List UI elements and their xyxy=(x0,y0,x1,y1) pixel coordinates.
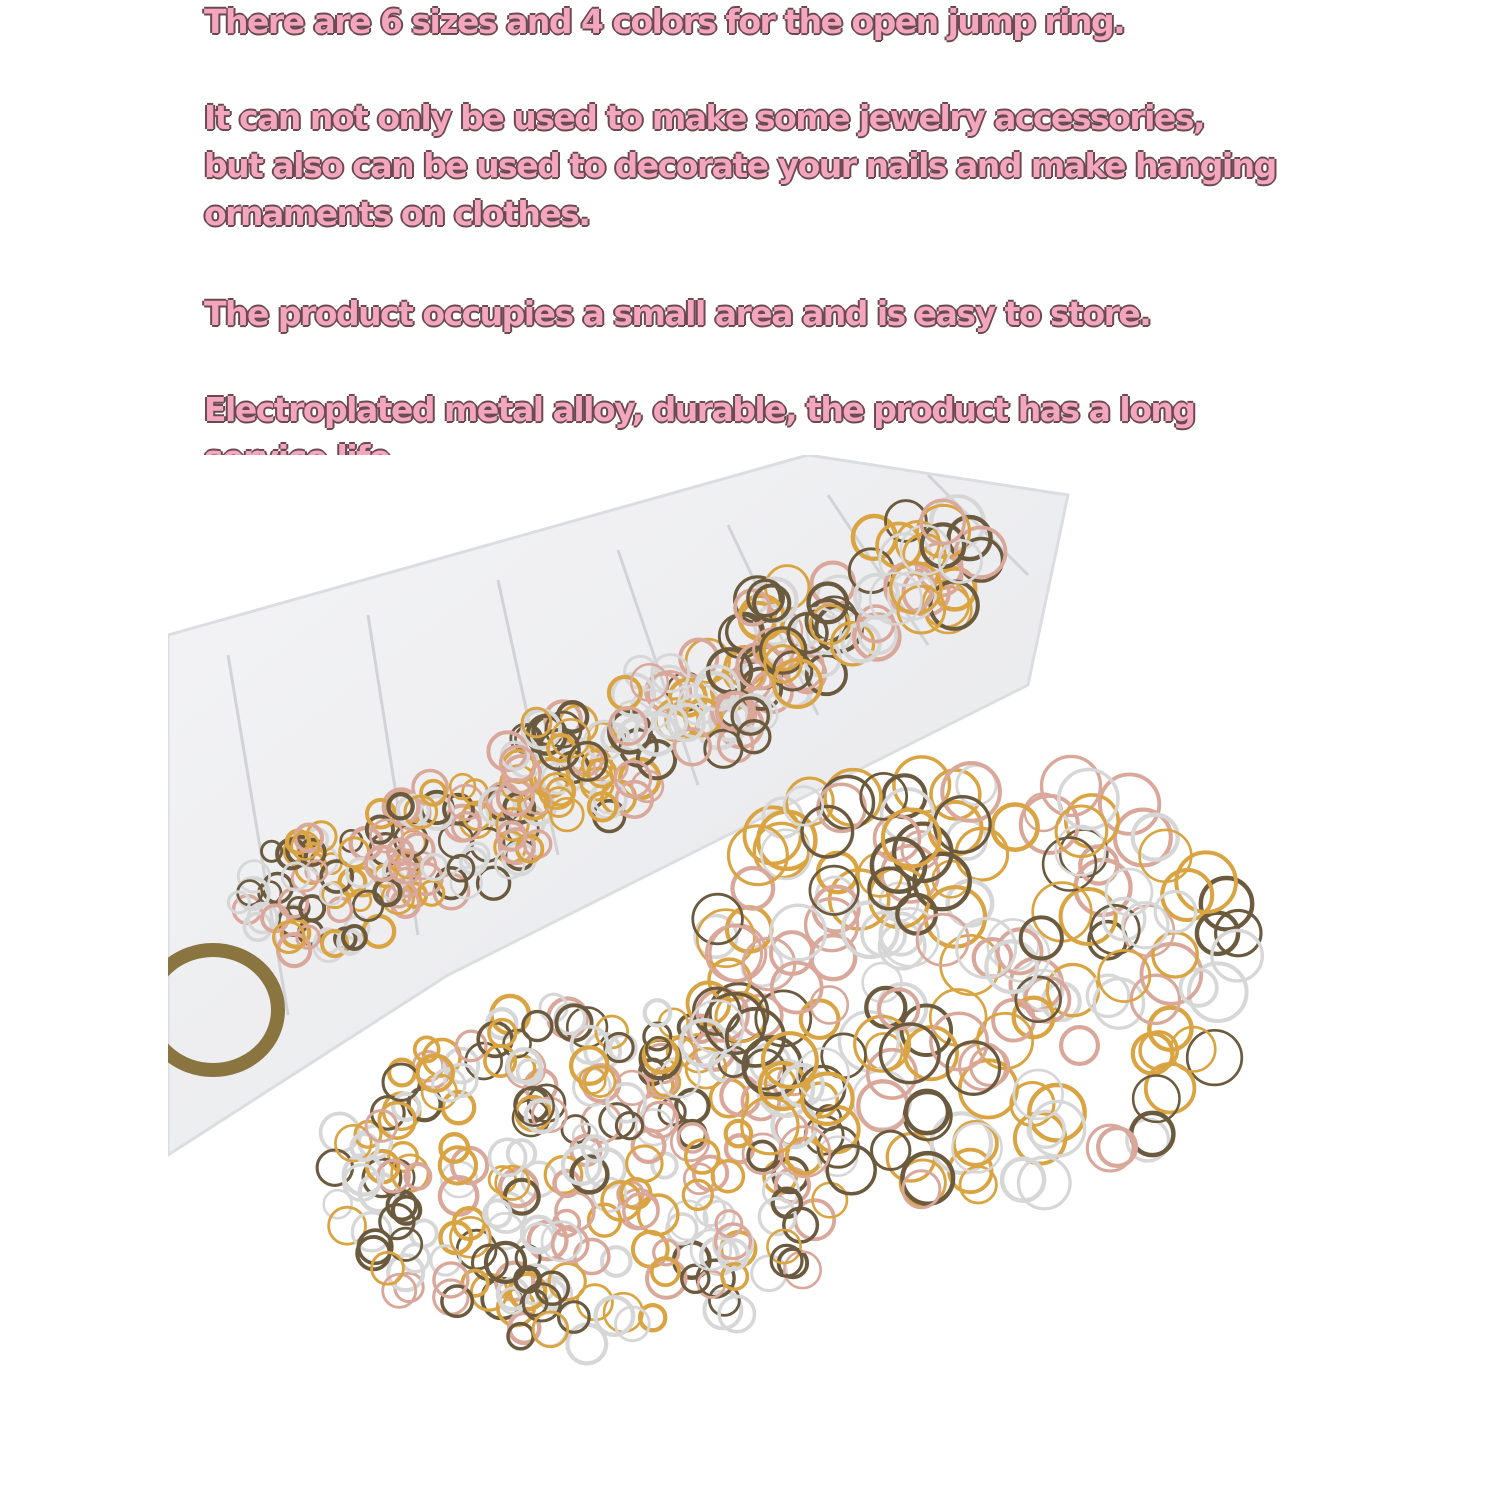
caption-sizes-colors: There are 6 sizes and 4 colors for the open jump ring. xyxy=(204,2,1125,41)
caption-storage: The product occupies a small area and is easy to store. xyxy=(204,294,1151,333)
product-photo xyxy=(168,455,1498,1498)
caption-material: Electroplated metal alloy, durable, the product has a long xyxy=(204,390,1195,429)
caption-uses: It can not only be used to make some jewelry accessories, but also can be used to decorate your nails and make hanging ornaments on clothes. xyxy=(204,98,1276,233)
